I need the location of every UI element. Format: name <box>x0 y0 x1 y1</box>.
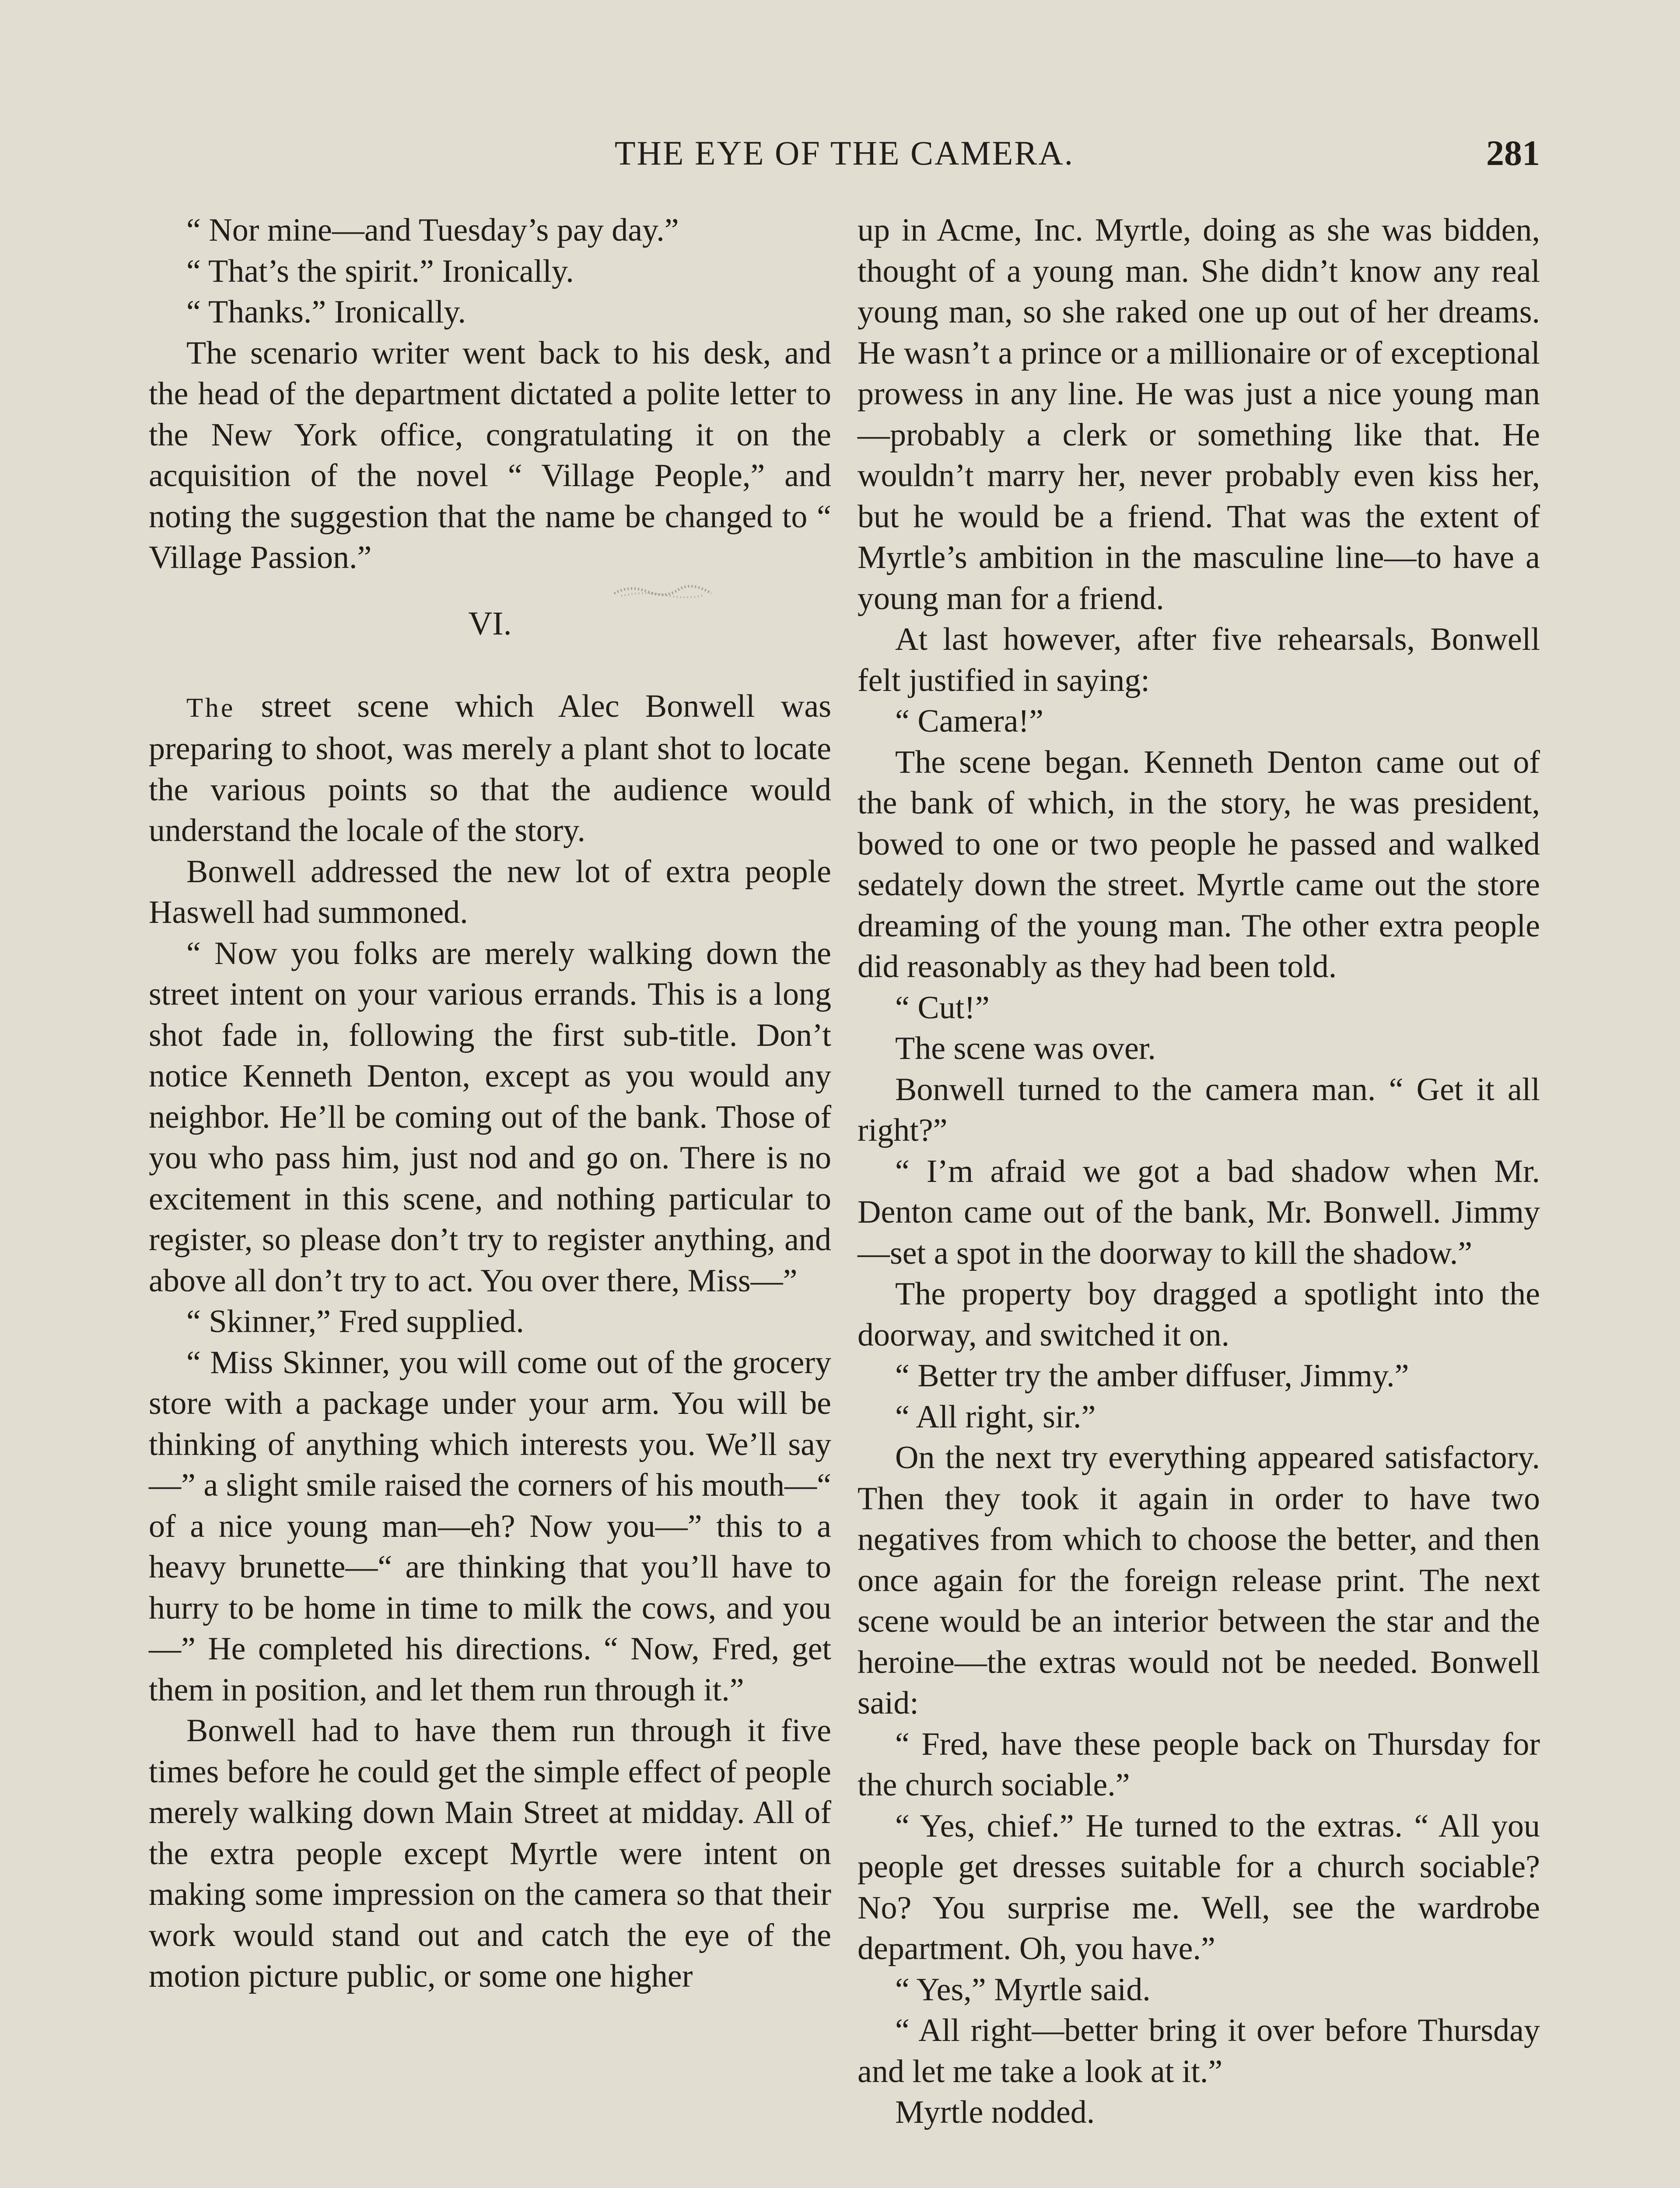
paragraph: “ Cut!” <box>895 989 990 1026</box>
paragraph: “ Fred, have these people back on Thursday for the church sociable.” <box>858 1726 1540 1803</box>
paragraph: “ Better try the amber diffuser, Jimmy.” <box>895 1358 1409 1394</box>
running-title: THE EYE OF THE CAMERA. <box>614 134 1074 172</box>
paragraph: “ Camera!” <box>895 703 1043 739</box>
section-heading-label: VI. <box>468 605 512 642</box>
paragraph: “ Yes, chief.” He turned to the extras. “ All you people get dresses suitable for a church sociable? No? You surprise me. Well, see the wardrobe department. Oh, you have.” <box>858 1808 1540 1967</box>
paragraph: “ Nor mine—and Tuesday’s pay day.” <box>186 212 679 248</box>
paragraph: “ All right, sir.” <box>895 1399 1096 1435</box>
page-header <box>149 131 1540 179</box>
ink-smudge-ornament <box>612 580 713 601</box>
paragraph: “ I’m afraid we got a bad shadow when Mr. Denton came out of the bank, Mr. Bonwell. Jimmy—set a spot in the doorway to kill the shadow.” <box>858 1153 1540 1271</box>
paragraph: At last however, after five rehearsals, Bonwell felt justified in saying: <box>858 621 1540 698</box>
paragraph: “ Yes,” Myrtle said. <box>895 1971 1151 2008</box>
paragraph: “ That’s the spirit.” Ironically. <box>186 253 574 289</box>
paragraph: Bonwell turned to the camera man. “ Get it all right?” <box>858 1071 1540 1148</box>
paragraph: The property boy dragged a spotlight into the doorway, and switched it on. <box>858 1276 1540 1353</box>
paragraph: “ Thanks.” Ironically. <box>186 294 466 330</box>
section-opening-text: street scene which Alec Bonwell was preparing to shoot, was merely a plant shot to locate the various points so that the audience would understand the locale of the story. <box>149 688 831 849</box>
paragraph: “ All right—better bring it over before Thursday and let me take a look at it.” <box>858 2013 1540 2090</box>
continued-paragraph: up in Acme, Inc. Myrtle, doing as she was bidden, thought of a young man. She didn’t know any real young man, so she raked one up out of her dreams. He wasn’t a prince or a millionaire or of exceptional prowess in any line. He was just a nice young man—probably a clerk or something like that. He wouldn’t marry her, never probably even kiss her, but he would be a friend. That was the extent of Myrtle’s ambition in the masculine line—to have a young man for a friend. <box>858 212 1540 617</box>
section-opening-paragraph <box>149 686 831 852</box>
section-heading <box>149 603 831 644</box>
paragraph: “ Now you folks are merely walking down the street intent on your various errands. This is a long shot fade in, following the first sub-title. Don’t notice Kenneth Denton, except as you would any neighbor. He’ll be coming out of the bank. Those of you who pass him, just nod and go on. There is no excitement in this scene, and nothing particular to register, so please don’t try to register anything, and above all don’t try to act. You over there, Miss—” <box>149 935 831 1299</box>
paragraph: “ Miss Skinner, you will come out of the grocery store with a package under your arm. You will be thinking of anything which interests you. We’ll say—” a slight smile raised the corners of his mouth—“ of a nice young man—eh? Now you—” this to a heavy brunette—“ are thinking that you’ll have to hurry to be home in time to milk the cows, and you—” He completed his directions. “ Now, Fred, get them in position, and let them run through it.” <box>149 1344 831 1708</box>
paragraph: The scenario writer went back to his desk, and the head of the department dictated a polite letter to the New York office, congratulating it on the acquisition of the novel “ Village People,” and noting the suggestion that the name be changed to “ Village Passion.” <box>149 335 831 575</box>
page-number: 281 <box>1486 133 1540 173</box>
right-column <box>858 210 1540 2133</box>
paragraph: Bonwell had to have them run through it five times before he could get the simple effect of people merely walking down Main Street at midday. All of the extra people except Myrtle were intent on making some impression on the camera so that their work would stand out and catch the eye of the motion picture public, or some one higher <box>149 1713 831 1994</box>
paragraph: Bonwell addressed the new lot of extra people Haswell had summoned. <box>149 853 831 930</box>
paragraph: On the next try everything appeared satisfactory. Then they took it again in order to have two negatives from which to choose the better, and then once again for the foreign release print. The next scene would be an interior between the star and the heroine—the extras would not be needed. Bonwell said: <box>858 1440 1540 1721</box>
paragraph: The scene began. Kenneth Denton came out of the bank of which, in the story, he was president, bowed to one or two people he passed and walked sedately down the street. Myrtle came out the store dreaming of the young man. The other extra people did reasonably as they had been told. <box>858 744 1540 985</box>
paragraph: The scene was over. <box>895 1031 1156 1066</box>
left-column <box>149 210 831 1997</box>
small-caps-opening-word: The <box>186 693 235 723</box>
paragraph: “ Skinner,” Fred supplied. <box>186 1304 524 1339</box>
paragraph: Myrtle nodded. <box>895 2094 1095 2130</box>
